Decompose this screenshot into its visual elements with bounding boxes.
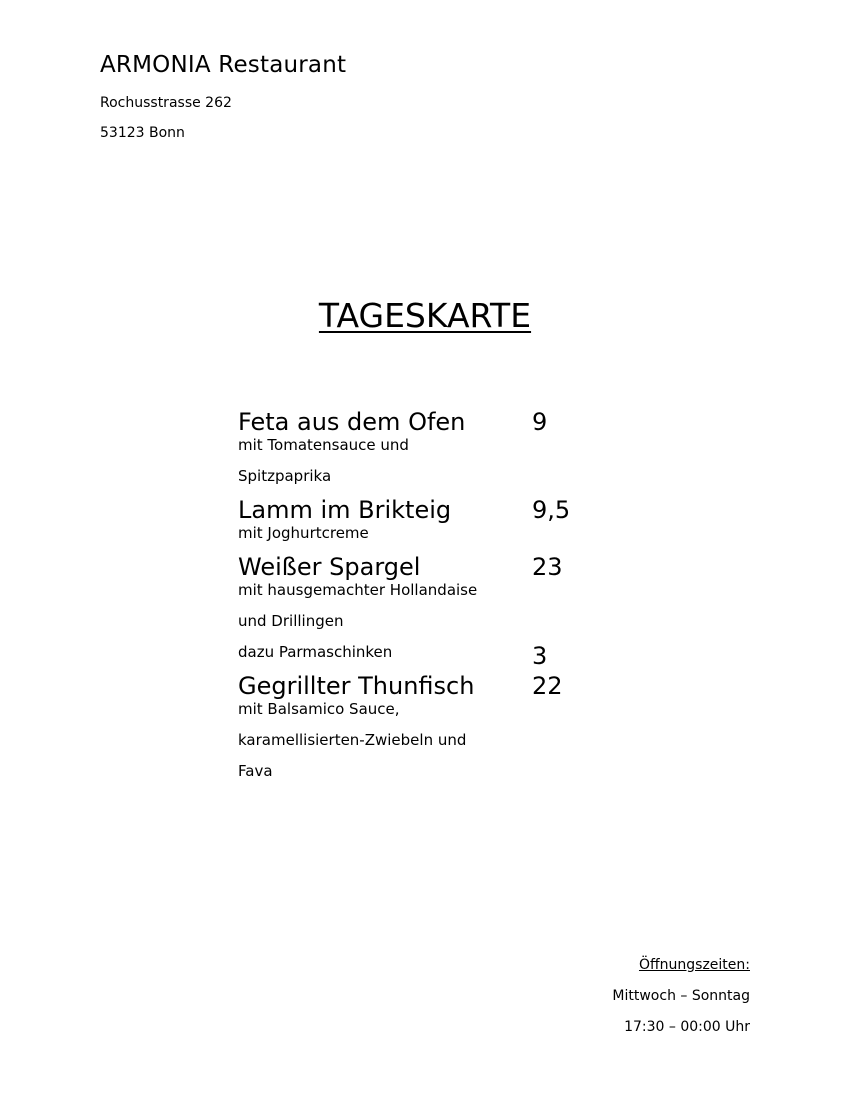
menu-item-description: mit hausgemachter Hollandaise	[238, 581, 478, 599]
menu-item-name: Gegrillter Thunfisch	[238, 672, 475, 700]
menu-item-name: Feta aus dem Ofen	[238, 408, 466, 436]
menu-item-description: mit Tomatensauce und	[238, 436, 409, 454]
menu-item-extra-label: dazu Parmaschinken	[238, 643, 393, 661]
menu-item-header	[238, 549, 638, 585]
menu-item-name: Weißer Spargel	[238, 553, 421, 581]
opening-hours-title: Öffnungszeiten:	[638, 957, 750, 973]
opening-hours-days: Mittwoch – Sonntag	[612, 988, 750, 1004]
menu-item-description: karamellisierten-Zwiebeln und	[238, 731, 467, 749]
opening-hours-time: 17:30 – 00:00 Uhr	[624, 1019, 750, 1035]
menu-item	[238, 492, 638, 549]
menu-item-description: mit Balsamico Sauce,	[238, 700, 400, 718]
menu-item-description: Spitzpaprika	[238, 467, 332, 485]
opening-hours	[612, 950, 750, 1043]
menu-list	[238, 404, 638, 787]
restaurant-name: ARMONIA Restaurant	[100, 52, 347, 78]
menu-item-header	[238, 404, 638, 440]
address-city: 53123 Bonn	[100, 125, 185, 141]
page-title: TAGESKARTE	[318, 296, 532, 335]
menu-item-description: mit Joghurtcreme	[238, 524, 369, 542]
menu-item-description: Fava	[238, 762, 273, 780]
menu-item-extra	[238, 637, 638, 668]
menu-item	[238, 404, 638, 492]
menu-item-price: 23	[532, 553, 563, 581]
menu-item-price: 9,5	[532, 496, 571, 524]
menu-item-price: 22	[532, 672, 563, 700]
menu-item-price: 9	[532, 408, 548, 436]
restaurant-header	[100, 50, 346, 148]
address-street: Rochusstrasse 262	[100, 95, 232, 111]
menu-item-description: und Drillingen	[238, 612, 344, 630]
menu-item-header	[238, 492, 638, 528]
menu-item-header	[238, 668, 638, 704]
menu-item-name: Lamm im Brikteig	[238, 496, 452, 524]
menu-item-extra-price: 3	[532, 642, 548, 670]
menu-item	[238, 668, 638, 787]
menu-item	[238, 549, 638, 668]
